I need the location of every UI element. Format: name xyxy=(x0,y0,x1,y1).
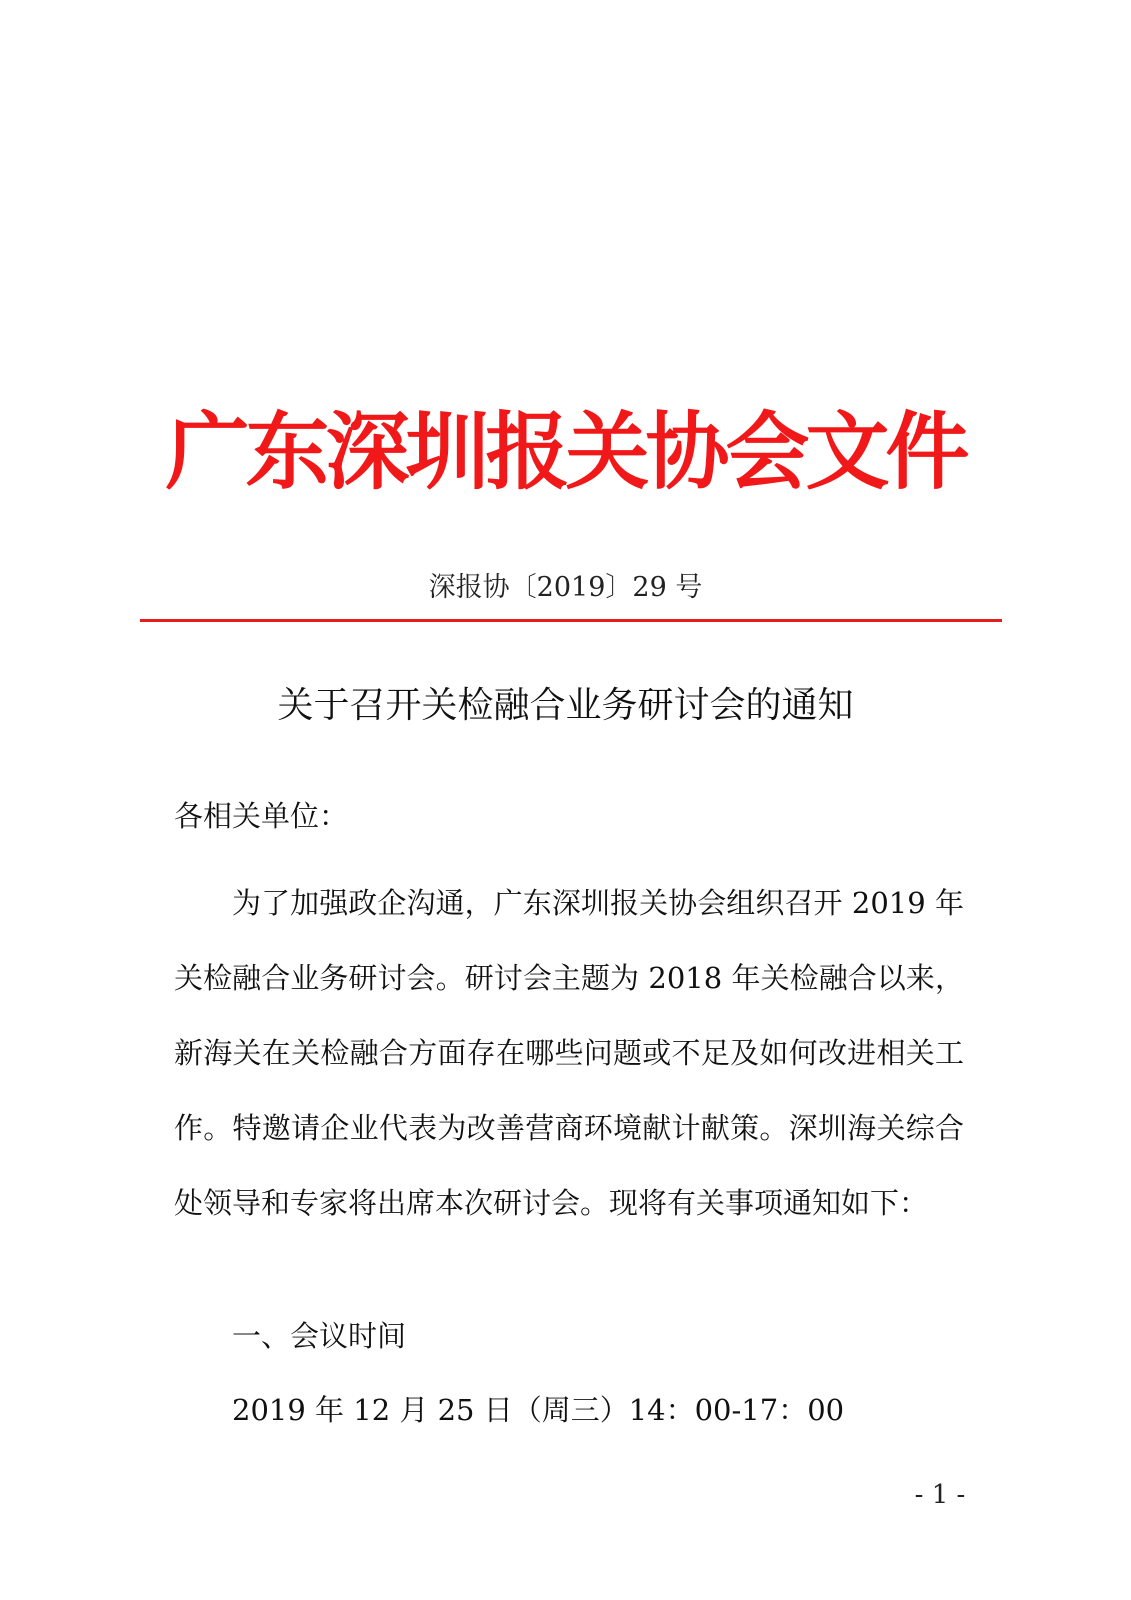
masthead-title: 广东深圳报关协会文件 xyxy=(165,403,966,501)
page-number: - 1 - xyxy=(914,1480,966,1510)
document-number: 深报协〔2019〕29 号 xyxy=(428,572,703,603)
notice-title: 关于召开关检融合业务研讨会的通知 xyxy=(277,685,854,726)
meeting-time-value: 2019 年 12 月 25 日（周三）14：00-17：00 xyxy=(232,1393,845,1427)
body-paragraph: 为了加强政企沟通，广东深圳报关协会组织召开 2019 年关检融合业务研讨会。研讨会主题为 2018 年关检融合以来，新海关在关检融合方面存在哪些问题或不足及如何改进相关工作。特邀请企业代表为改善营商环境献计献策。深圳海关综合处领导和专家将出席本次研讨会。现将有关事项通知如下： xyxy=(174,886,964,1220)
section-heading-meeting-time: 一、会议时间 xyxy=(232,1319,407,1353)
salutation: 各相关单位： xyxy=(174,799,349,833)
red-divider-line xyxy=(140,619,1002,622)
